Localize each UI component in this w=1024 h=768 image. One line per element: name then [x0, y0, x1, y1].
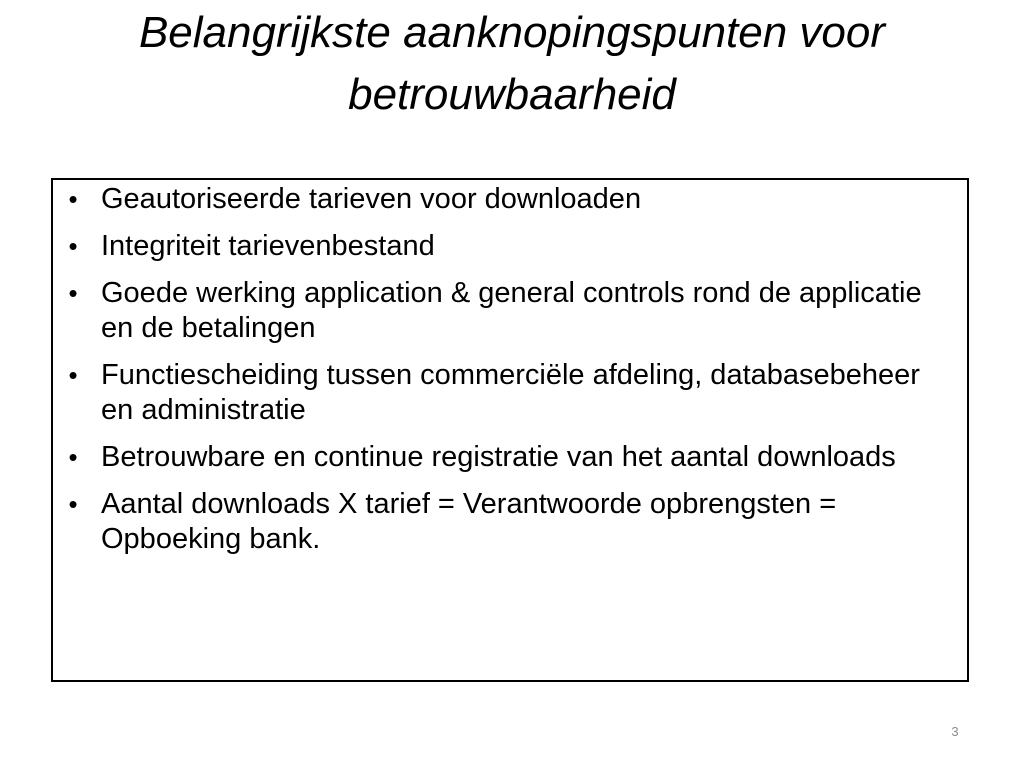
- bullet-item: [63, 440, 958, 475]
- bullet-icon: •: [68, 184, 78, 214]
- bullet-text: Betrouwbare en continue registratie van het aantal downloads: [101, 441, 896, 473]
- bullet-text: Geautoriseerde tarieven voor downloaden: [101, 183, 642, 215]
- bullet-item: [63, 358, 958, 428]
- bullet-item: [63, 229, 958, 264]
- page-number: 3: [951, 724, 959, 739]
- bullet-list: [63, 182, 958, 569]
- bullet-text: Aantal downloads X tarief = Verantwoorde opbrengsten = Opboeking bank.: [101, 488, 837, 555]
- bullet-icon: •: [68, 442, 78, 472]
- bullet-text: Goede werking application & general controls rond de applicatie en de betalingen: [101, 277, 922, 344]
- bullet-icon: •: [68, 278, 78, 308]
- slide-title: [40, 2, 984, 126]
- bullet-icon: •: [68, 231, 78, 261]
- bullet-item: [63, 276, 958, 346]
- bullet-icon: •: [68, 360, 78, 390]
- slide-title-line-1: Belangrijkste aanknopingspunten voor: [138, 8, 886, 57]
- bullet-item: [63, 487, 958, 557]
- bullet-icon: •: [68, 489, 78, 519]
- bullet-text: Integriteit tarievenbestand: [101, 230, 435, 262]
- content-box: [51, 178, 969, 682]
- bullet-item: [63, 182, 958, 217]
- bullet-text: Functiescheiding tussen commerciële afdeling, databasebeheer en administratie: [101, 359, 920, 426]
- slide-title-line-2: betrouwbaarheid: [348, 70, 676, 119]
